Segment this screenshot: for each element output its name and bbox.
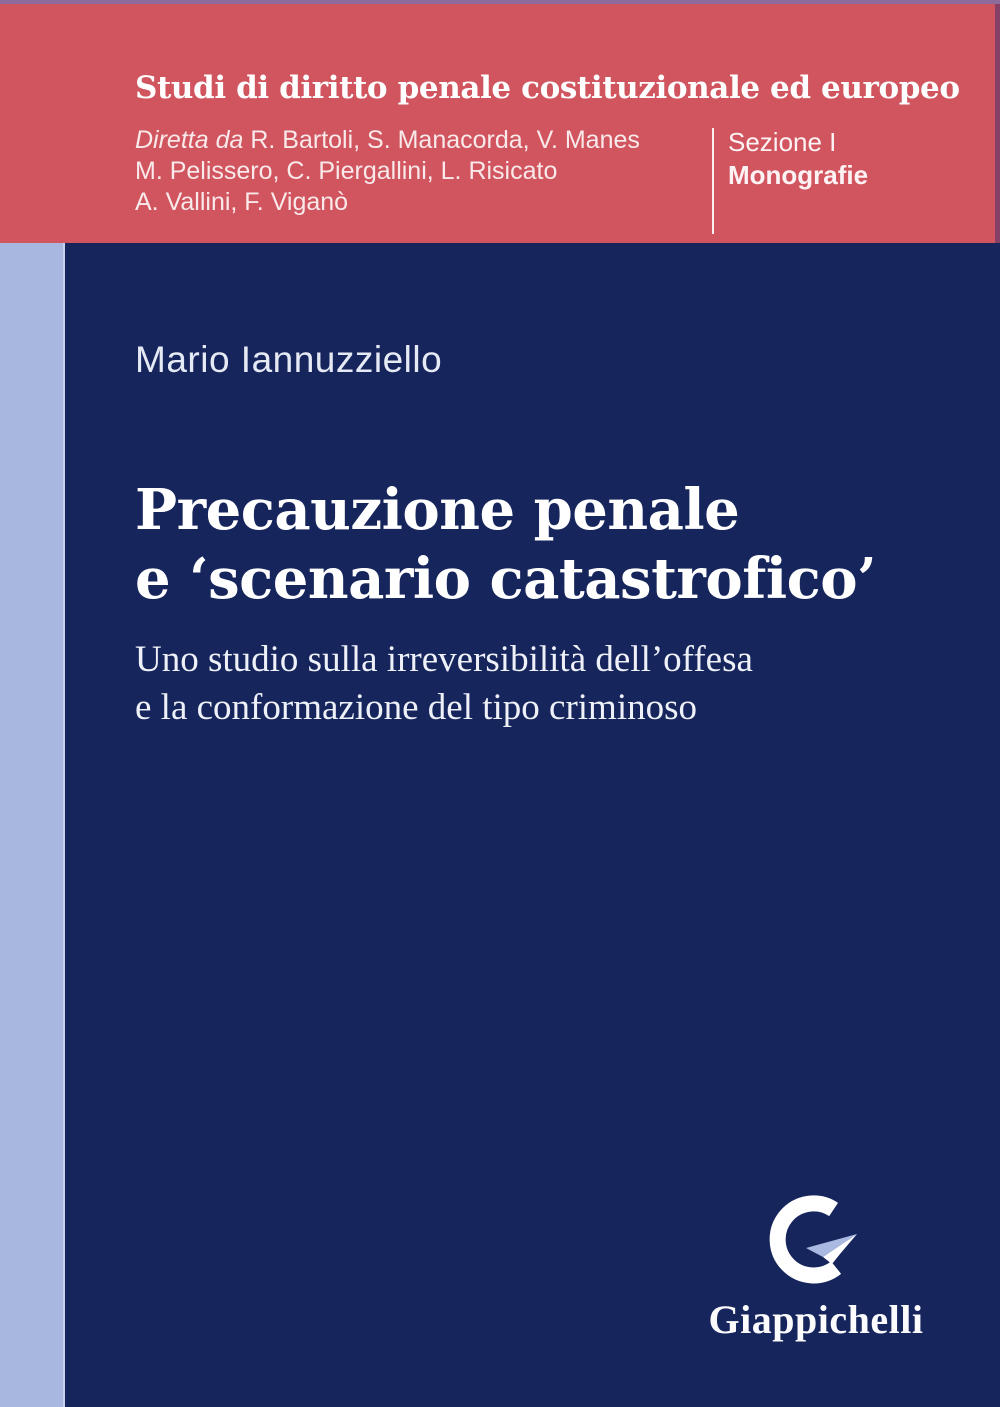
- banner-vertical-divider: [712, 128, 714, 234]
- series-editors: [135, 125, 640, 218]
- editors-line-2: M. Pelissero, C. Piergallini, L. Risicato: [135, 157, 558, 185]
- book-subtitle-line-1: Uno studio sulla irreversibilità dell’offesa: [135, 639, 753, 680]
- editors-line-1-names: R. Bartoli, S. Manacorda, V. Manes: [250, 126, 640, 154]
- series-banner: [0, 4, 1000, 243]
- banner-right-edge-shade: [995, 4, 1000, 243]
- giappichelli-g-logo-icon: [766, 1188, 866, 1294]
- book-subtitle: [135, 636, 753, 732]
- section-value: Monografie: [728, 160, 869, 190]
- book-title: [135, 476, 876, 614]
- publisher-logo: [666, 1188, 966, 1340]
- editors-line-3: A. Vallini, F. Viganò: [135, 188, 349, 216]
- book-subtitle-line-2: e la conformazione del tipo criminoso: [135, 687, 698, 728]
- publisher-name: Giappichelli: [708, 1297, 924, 1342]
- author-name: Mario Iannuzziello: [135, 339, 443, 380]
- series-section: [728, 126, 868, 192]
- book-title-line-1: Precauzione penale: [135, 477, 740, 543]
- directed-by-label: Diretta da: [135, 126, 244, 154]
- left-accent-stripe: [0, 243, 65, 1407]
- book-title-line-2: e ‘scenario catastrofico’: [135, 546, 877, 612]
- editors-line-1: [135, 125, 640, 156]
- section-label: Sezione I: [728, 127, 837, 157]
- series-title: Studi di diritto penale costituzionale ed europeo: [135, 70, 960, 106]
